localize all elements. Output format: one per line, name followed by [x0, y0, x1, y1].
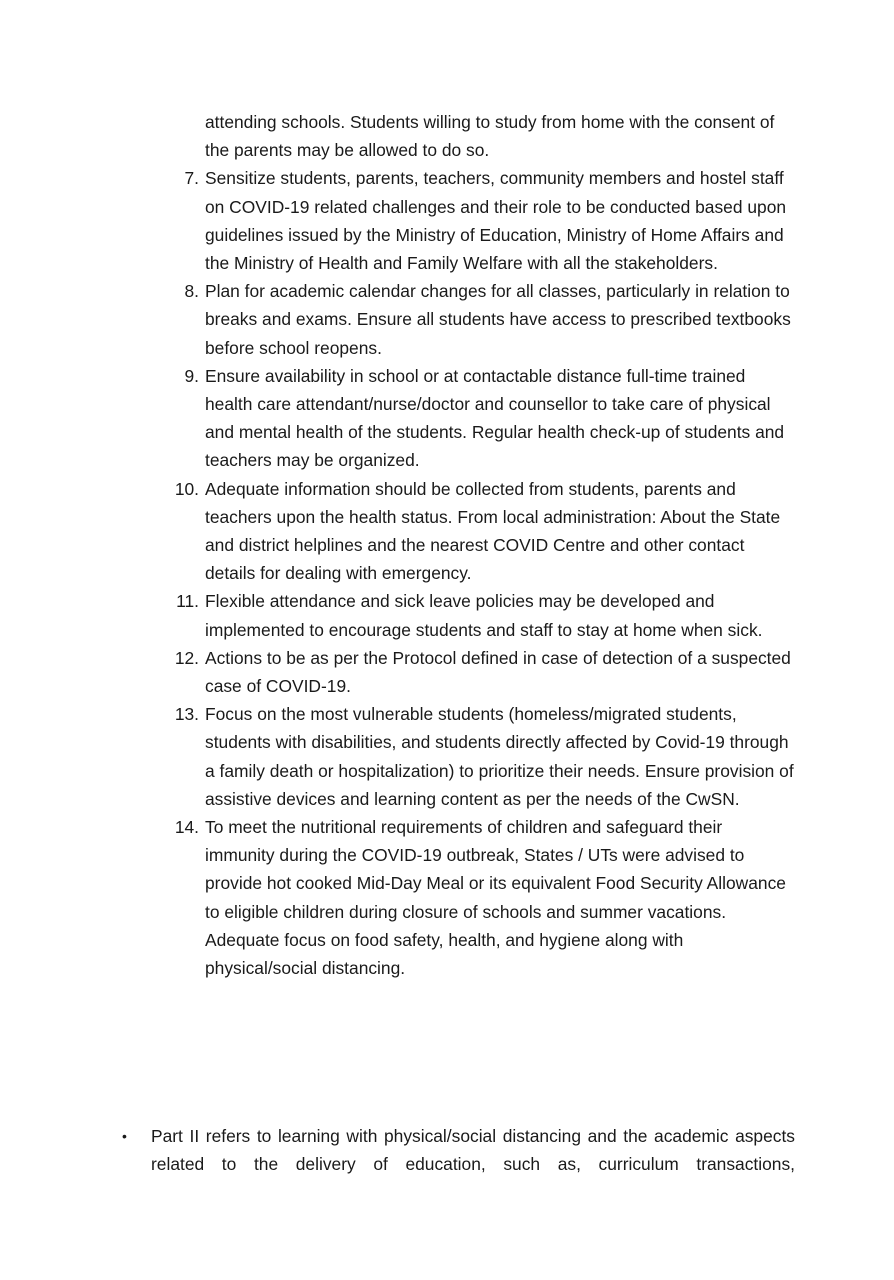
list-number: 13. [174, 704, 199, 725]
list-item-10 [0, 475, 795, 588]
bullet-icon: • [122, 1128, 127, 1144]
list-item-8 [0, 277, 795, 362]
list-number: 12. [174, 647, 199, 668]
list-item-text: Flexible attendance and sick leave policies may be developed and implemented to encourage students and staff to stay at home when sick. [205, 591, 763, 640]
list-item-text: Ensure availability in school or at contactable distance full-time trained health care attendant/nurse/doctor and counsellor to take care of physical and mental health of the students. Regular health check-up of students and teachers may be organized. [205, 365, 785, 471]
continuation-paragraph: attending schools. Students willing to study from home with the consent of the parents may be allowed to do so. [205, 112, 775, 161]
numbered-list [0, 108, 894, 982]
list-number: 10. [174, 478, 199, 499]
list-number: 9. [184, 365, 199, 386]
list-number: 11. [176, 591, 199, 612]
list-item-14 [0, 813, 795, 982]
list-item-text: Plan for academic calendar changes for all classes, particularly in relation to breaks and exams. Ensure all students have access to prescribed textbooks before school reopens. [205, 281, 791, 358]
list-item-text: Adequate information should be collected from students, parents and teachers upon the health status. From local administration: About the State and district helplines and the nearest COVID Centre and other contact details for dealing with emergency. [205, 478, 781, 584]
list-item-9 [0, 362, 795, 475]
list-number: 8. [184, 281, 199, 302]
list-number: 14. [174, 817, 199, 838]
bullet-item-part-ii [0, 1122, 795, 1178]
list-item-7 [0, 164, 795, 277]
list-item-13 [0, 700, 795, 813]
list-item-text: Actions to be as per the Protocol defined in case of detection of a suspected case of COVID-19. [205, 647, 791, 697]
list-item-text: Focus on the most vulnerable students (homeless/migrated students, students with disabilities, and students directly affected by Covid-19 through a family death or hospitalization) to prioritize their needs. Ensure provision of assistive devices and learning content as per the needs of the CwSN. [205, 704, 794, 809]
list-item-text: Sensitize students, parents, teachers, community members and hostel staff on COVID-19 related challenges and their role to be conducted based upon guidelines issued by the Ministry of Education, Ministry of Home Affairs and the Ministry of Health and Family Welfare with all the stakeholders. [205, 168, 787, 274]
list-item-11 [0, 587, 795, 643]
list-item-12 [0, 644, 795, 700]
list-number: 7. [184, 168, 199, 189]
bullet-text: Part II refers to learning with physical/social distancing and the academic aspects related to the delivery of education, such as, curriculum transactions, [151, 1126, 795, 1175]
bullet-list [0, 1122, 894, 1178]
list-item-text: To meet the nutritional requirements of children and safeguard their immunity during the COVID-19 outbreak, States / UTs were advised to provide hot cooked Mid-Day Meal or its equivalent Food Security Allowance to eligible children during closure of schools and summer vacations. Adequate focus on food safety, health, and hygiene along with physical/social distancing. [205, 817, 786, 979]
